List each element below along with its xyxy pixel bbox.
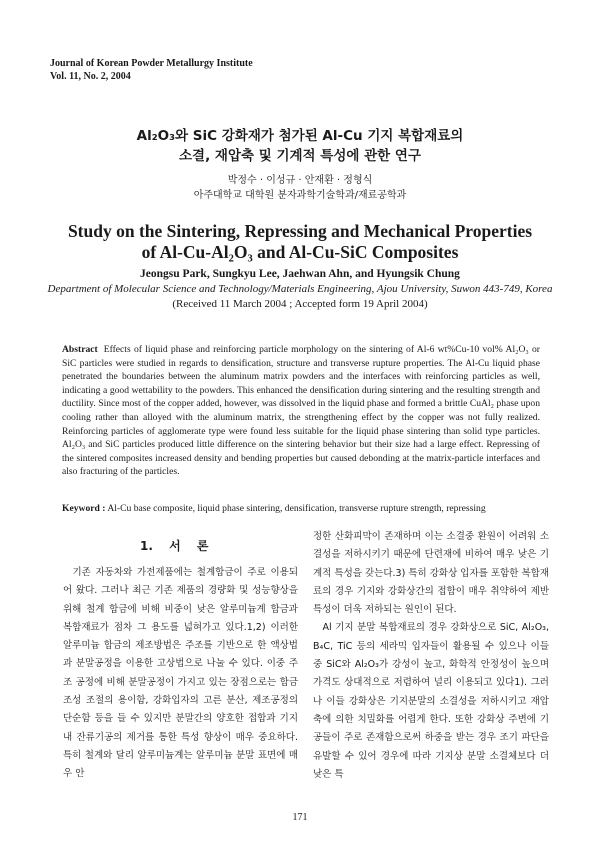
- korean-authors: 박정수 · 이성규 · 안재환 · 정형식: [227, 175, 373, 186]
- left-paragraph: 기존 자동차와 가전제품에는 철계합금이 주로 이용되어 왔다. 그러나 최근 기존 제품의 경량화 및 성능향상을 위해 철계 합금에 비해 비중이 낮은 알루미늄계 합금과 복합재료가 점차 그 용도를 넓혀가고 있다.1,2) 이러한 알루미늄 합금의 제조방법은 주조를 기반으로 한 액상법과 분말공정을 이용한 고상법으로 나눌 수 있다. 이중 주조 공정에 비해 분말공정이 가지고 있는 장점으로는 합금조성 조절의 용이함, 강화입자의 고른 분산, 제조공정의 단순함 등을 들 수 있지만 분말간의 양호한 접합과 기지내 잔류기공의 제거를 통한 특성 향상이 매우 중요하다. 특히 철계와 달리 알루미늄계는 알루미늄 분말 표면에 매우 안: [63, 567, 298, 780]
- korean-title-line1: Al₂O₃와 SiC 강화재가 첨가된 Al-Cu 기지 복합재료의: [136, 128, 464, 144]
- received-dates: (Received 11 March 2004 ; Accepted form 19 April 2004): [172, 298, 428, 310]
- english-title-line1: Study on the Sintering, Repressing and Mechanical Properties: [67, 221, 533, 241]
- english-title-line2: of Al-Cu-Al₂O₃ and Al-Cu-SiC Composites: [141, 242, 459, 262]
- right-paragraph-2: Al 기지 분말 복합재료의 경우 강화상으로 SiC, Al₂O₃, B₄C, TiC 등의 세라믹 입자들이 활용될 수 있으나 이들 중 SiC와 Al₂O₃가 강성이 높고, 화학적 안정성이 높으며 가격도 상대적으로 저렴하여 널리 이용되고 있다1). 그러나 이들 강화상은 기지분말의 소결성을 저하시키고 재압축에 의한 치밀화를 어렵게 한다. 또한 강화상 주변에 기공들이 주로 존재함으로써 하중을 받는 경우 조기 파단을 유발할 수 있어 경우에 따라 기지상 분말 소결체보다 더 낮은 특: [313, 622, 549, 780]
- journal-header: [50, 57, 253, 83]
- journal-name: Journal of Korean Powder Metallurgy Institute: [50, 58, 253, 69]
- left-column: [63, 564, 298, 784]
- section-heading: 1. 서 론: [140, 539, 209, 553]
- korean-title-line2: 소결, 재압축 및 기계적 특성에 관한 연구: [179, 148, 421, 164]
- keyword-label: Keyword :: [62, 503, 106, 514]
- keyword-text: Al-Cu base composite, liquid phase sintering, densification, transverse rupture strength, repressing: [107, 503, 486, 514]
- journal-volume: Vol. 11, No. 2, 2004: [50, 71, 131, 82]
- abstract-text: Effects of liquid phase and reinforcing particle morphology on the sintering of Al-6 wt%Cu-10 vol% Al₂O₃ or SiC particles were studied in regards to densification, structure and transverse rupture properties. The Al-Cu liquid phase penetrated the boundaries between the aluminum matrix powders and the interfaces with reinforcing particles as well, indicating a good wettability to the powders. This enhanced the densification during sintering and the resulting strength and ductility. Since most of the copper added, however, was dissolved in the liquid phase and formed a brittle CuAl₂ phase upon cooling rather than alloyed with the aluminum matrix, the strengthening effect by the copper was not fully realized. Reinforcing particles of agglomerate type were found less suitable for the liquid phase sintering than solid type particles. Al₂O₃ and SiC particles produced little difference on the sintering behavior but their size had a large effect. Repressing of the sintered composites increased density and bending properties but caused debonding at the matrix-particle interfaces and also fracturing of the particles.: [62, 344, 540, 478]
- page-number: 171: [292, 812, 308, 823]
- korean-affiliation: 아주대학교 대학원 분자과학기술학과/재료공학과: [193, 190, 407, 201]
- english-affiliation: Department of Molecular Science and Technology/Materials Engineering, Ajou University, Suwon 443-749, Korea: [47, 283, 553, 295]
- right-paragraph-1: 정한 산화피막이 존재하며 이는 소결중 환원이 어려워 소결성을 저하시키기 때문에 단련재에 비하여 매우 낮은 기계적 특성을 갖는다.3) 특히 강화상 입자를 포함한 복합재료의 경우 기지와 강화상간의 접합이 매우 취약하여 제반 특성이 더욱 저하되는 원인이 된다.: [313, 531, 549, 616]
- abstract-label: Abstract: [62, 344, 98, 355]
- abstract-block: [62, 343, 540, 479]
- english-authors: Jeongsu Park, Sungkyu Lee, Jaehwan Ahn, and Hyungsik Chung: [140, 268, 460, 280]
- keyword-block: [62, 502, 540, 515]
- right-column: [313, 528, 549, 784]
